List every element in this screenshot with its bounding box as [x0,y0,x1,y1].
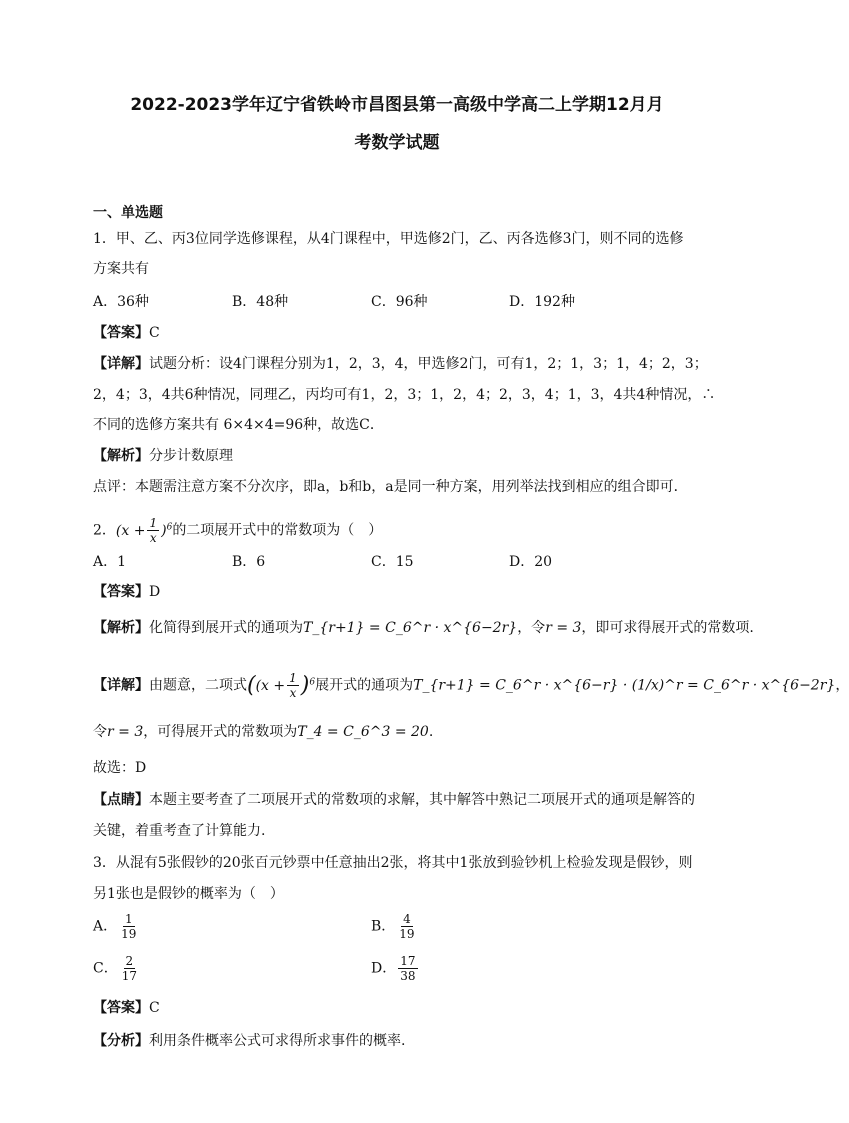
answer-value: D [149,584,161,600]
fraction-numerator: 1 [124,912,133,926]
exponent: 6 [309,677,316,687]
comment-text: 本题主要考查了二项展开式的常数项的求解，其中解答中熟记二项展开式的通项是解答的 [149,792,695,808]
q2-choose: 故选：D [93,760,147,776]
fraction-numerator: 1 [149,516,158,531]
q1-option-b: B．48种 [232,294,289,310]
fraction-denominator: 19 [399,927,415,941]
q2-expr-pre: (x + [115,522,146,539]
answer-value: C [149,325,160,341]
general-term-formula: T_{r+1} = C_6^r · x^{6−r} · (1/x)^r = C_6^r · x^{6−2r} [413,677,836,694]
option-label: C． [93,960,118,977]
fraction-denominator: x [149,531,157,546]
q2-detail-row [93,664,849,701]
general-term-formula: T_{r+1} = C_6^r · x^{6−2r} [303,620,518,636]
q1-option-a: A．36种 [93,294,149,310]
fraction-denominator: x [289,686,297,701]
q1-text-line1: 1．甲、乙、丙3位同学选修课程，从4门课程中，甲选修2门，乙、丙各选修3门，则不同的选修 [93,231,684,247]
constant-term-formula: T_4 = C_6^3 = 20 [297,724,429,740]
q2-result-row [93,722,703,742]
q2-exponent: 6 [166,522,173,532]
option-fraction [398,954,417,983]
detail-text: ， [835,677,849,694]
q3-text-line1: 3．从混有5张假钞的20张百元钞票中任意抽出2张，将其中1张放到验钞机上检验发现是假钞，则 [93,855,693,871]
q2-option-c: C．15 [371,554,414,570]
r-value: r = 3 [545,620,582,636]
q3-text-line2: 另1张也是假钞的概率为（ ） [93,886,284,902]
analysis-tag: 【解析】 [93,620,149,636]
q1-answer-row [93,323,703,343]
option-label: D． [371,960,397,977]
right-paren: ) [300,672,310,698]
result-text: . [428,724,434,740]
detail-text: 试题分析：设4门课程分别为1，2，3，4，甲选修2门，可有1，2；1，3；1，4；2，3； [149,356,708,372]
left-paren: ( [247,672,256,698]
result-text: ，可得展开式的常数项为 [143,724,298,740]
answer-tag: 【答案】 [93,584,149,600]
q3-option-c [93,954,141,983]
q2-expr-post: ) [161,522,167,539]
option-fraction [119,912,138,941]
document-title-line2: 考数学试题 [354,133,440,153]
r-value: r = 3 [107,724,144,740]
binomial-fraction [287,671,299,700]
option-fraction [397,912,416,941]
q2-analysis-row [93,618,754,638]
answer-tag: 【答案】 [93,325,149,341]
fraction-numerator: 2 [125,954,134,968]
q3-analysis-row [93,1031,703,1051]
q1-detail-line3: 不同的选修方案共有 6×4×4=96种，故选C． [93,417,384,433]
q2-comment-line1 [93,790,703,810]
section-heading: 一、单选题 [93,205,163,221]
q2-option-d: D．20 [509,554,553,570]
analysis-text: 化简得到展开式的通项为 [149,620,303,636]
comment-tag: 【点睛】 [93,792,149,808]
expr-pre: (x + [255,677,286,694]
q1-detail-line2: 2，4；3，4共6种情况，同理乙，丙均可有1，2，3；1，2，4；2，3，4；1，3，4共4种情况，∴ [93,387,716,403]
q3-option-b [371,912,419,941]
option-label: B． [371,918,396,935]
analysis-text: ，即可求得展开式的常数项. [581,620,754,636]
detail-tag: 【详解】 [93,356,149,372]
detail-text: 展开式的通项为 [315,677,414,694]
q2-answer-row [93,582,703,602]
detail-text: 由题意，二项式 [149,677,247,694]
q2-number: 2． [93,522,116,539]
analysis-tag: 【解析】 [93,448,149,464]
fraction-numerator: 1 [289,671,297,686]
q3-option-d [371,954,420,983]
q1-option-c: C．96种 [371,294,428,310]
q1-analysis-row [93,446,703,466]
q2-expr [115,516,173,546]
binomial-expression [247,671,316,701]
analysis-text: 利用条件概率公式可求得所求事件的概率. [149,1033,406,1049]
fraction-denominator: 19 [121,927,137,941]
fraction-numerator: 4 [403,912,411,926]
analysis-text: 分步计数原理 [149,448,233,464]
analysis-tag: 【分析】 [93,1033,149,1049]
q2-comment-line2: 关键，着重考查了计算能力. [93,823,266,839]
option-fraction [120,954,139,983]
analysis-text: ，令 [517,620,546,636]
q3-answer-row [93,998,703,1018]
q2-fraction [147,516,159,545]
q2-option-a: A．1 [93,554,127,570]
fraction-denominator: 17 [121,969,137,983]
q3-option-a [93,912,140,941]
q2-option-b: B．6 [232,554,266,570]
answer-tag: 【答案】 [93,1000,149,1016]
fraction-numerator: 17 [400,954,416,968]
document-title-line1: 2022-2023学年辽宁省铁岭市昌图县第一高级中学高二上学期12月月 [130,95,664,115]
option-label: A． [93,918,118,935]
answer-value: C [149,1000,160,1016]
detail-tag: 【详解】 [93,677,149,694]
q2-question-text: 的二项展开式中的常数项为（ ） [172,522,383,539]
result-text: 令 [93,724,107,740]
q1-text-line2: 方案共有 [93,261,149,277]
q1-comment: 点评：本题需注意方案不分次序，即a，b和b，a是同一种方案，用列举法找到相应的组合即可． [93,479,688,495]
q2-text [93,512,703,546]
fraction-denominator: 38 [400,969,416,983]
q1-option-d: D．192种 [509,294,575,310]
q1-detail-line1 [93,354,708,374]
